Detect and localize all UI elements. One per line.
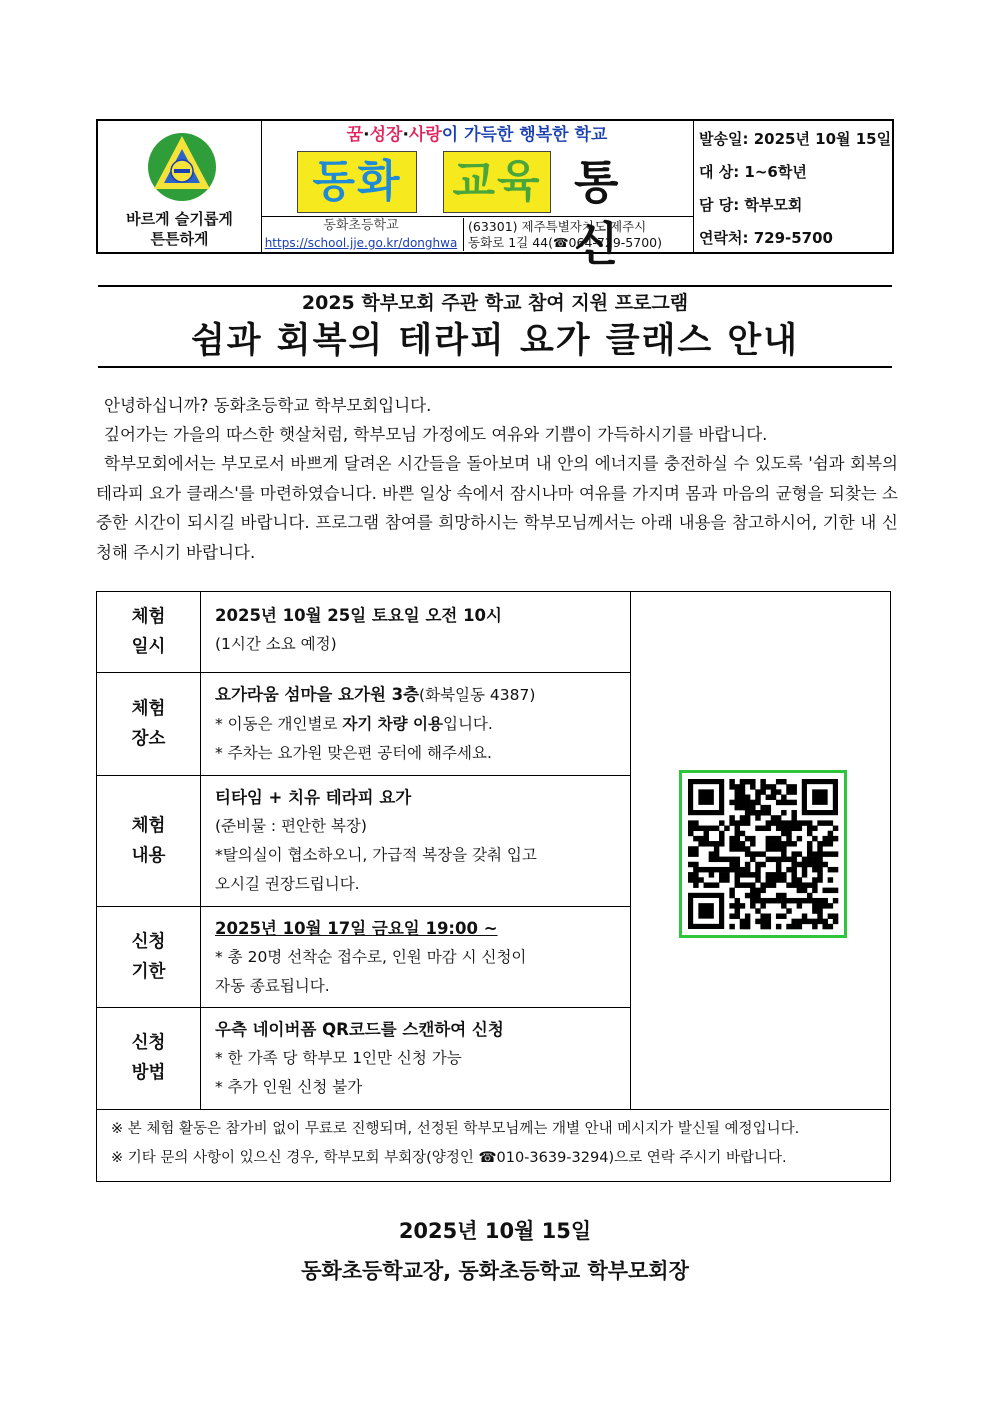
- event-datetime: 2025년 10월 25일 토요일 오전 10시: [215, 606, 502, 625]
- document-title: 쉼과 회복의 테라피 요가 클래스 안내: [190, 321, 800, 361]
- school-website-link[interactable]: https://school.jje.go.kr/donghwa: [264, 236, 458, 250]
- label-text: 체험: [131, 698, 166, 719]
- issue-meta-panel: [695, 121, 892, 252]
- intro-greeting: 안녕하십니까? 동화초등학교 학부모회입니다.: [104, 396, 432, 415]
- school-name: 동화초등학교: [323, 218, 399, 233]
- application-method: 우측 네이버폼 QR코드를 스캔하여 신청: [215, 1020, 504, 1039]
- label-text: 일시: [131, 637, 166, 657]
- title-word-donghwa: 동화: [297, 151, 417, 213]
- note-text: 입니다.: [442, 715, 493, 733]
- method-note-line1: * 한 가족 당 학부모 1인만 신청 가능: [215, 1049, 462, 1067]
- inquiry-contact-note: ※ 기타 문의 사항이 있으신 경우, 학부모회 부회장(양정인 ☎010-3639-3294)으로 연락 주시기 바랍니다.: [111, 1150, 787, 1166]
- footer-signature: 동화초등학교장, 동화초등학교 학부모회장: [301, 1259, 689, 1283]
- label-text: 장소: [131, 728, 166, 749]
- row-content-date: [215, 601, 625, 659]
- capacity-note-line1: * 총 20명 선착순 접수로, 인원 마감 시 신청이: [215, 948, 527, 966]
- newsletter-header: [96, 119, 894, 271]
- row-content-method: [215, 1015, 625, 1102]
- title-word-education: 교육: [443, 151, 551, 213]
- label-text: 신청: [131, 1033, 166, 1053]
- label-text: 신청: [131, 931, 166, 952]
- address-line1: (63301) 제주특별자치도 제주시: [468, 219, 647, 234]
- capacity-note-line2: 자동 종료됩니다.: [215, 977, 330, 995]
- contact-number: 연락처: 729-5700: [699, 229, 833, 247]
- person-in-charge: 담 당: 학부모회: [699, 196, 803, 214]
- slogan-dream: 꿈: [346, 125, 364, 145]
- parking-note: * 주차는 요가원 맞은편 공터에 해주세요.: [215, 744, 492, 762]
- note-text: * 이동은 개인별로: [215, 715, 343, 733]
- naver-form-qr-code[interactable]: [679, 770, 847, 938]
- newsletter-title-panel: [261, 121, 694, 271]
- row-content-deadline: [215, 914, 625, 1001]
- school-logo-panel: [98, 121, 262, 252]
- slogan-love: 사랑: [408, 125, 442, 145]
- row-label-deadline: [97, 906, 201, 1007]
- slogan-rest: 이 가득한 행복한 학교: [441, 125, 608, 145]
- notes-divider: [97, 1109, 889, 1110]
- event-venue: [215, 680, 625, 710]
- intro-body: 학부모회에서는 부모로서 바쁘게 달려온 시간들을 돌아보며 내 안의 에너지를 충전하실 수 있도록 '쉼과 회복의 테라피 요가 클래스'를 마련하였습니다. 바쁜 일상 속에서 잠시나마 여유를 가지며 몸과 마음의 균형을 되찾는 소중한 시간이 되시길 바랍니다. 프로그램 참여를 희망하시는 학부모님께서는 아래 내용을 참고하시어, 기한 내 신청해 주시기 바랍니다.: [96, 454, 898, 562]
- column-divider: [630, 592, 631, 1109]
- program-name: 티타임 + 치유 테라피 요가: [215, 788, 412, 807]
- label-text: 체험: [131, 607, 166, 627]
- school-address-box: [463, 218, 692, 251]
- row-content-program: [215, 783, 625, 899]
- title-bottom-rule: [98, 366, 892, 368]
- label-text: 기한: [131, 961, 166, 982]
- qr-code-icon: [682, 773, 844, 935]
- row-content-place: [215, 680, 625, 768]
- school-emblem-icon: [146, 131, 218, 203]
- school-motto-line1: 바르게 슬기롭게: [126, 210, 233, 228]
- issue-date: 발송일: 2025년 10월 15일: [699, 130, 892, 148]
- slogan-dot: ·: [402, 125, 409, 145]
- dress-note-line1: *탈의실이 협소하오니, 가급적 복장을 갖춰 입고: [215, 846, 537, 864]
- document-subtitle: 2025 학부모회 주관 학교 참여 지원 프로그램: [301, 292, 689, 314]
- school-slogan: [261, 124, 693, 146]
- application-deadline: 2025년 10월 17일 금요일 19:00 ~: [215, 919, 498, 938]
- address-line2: 동화로 1길 44(☎064-729-5700): [468, 235, 662, 250]
- title-top-rule: [98, 285, 892, 287]
- free-participation-note: ※ 본 체험 활동은 참가비 없이 무료로 진행되며, 선정된 학부모님께는 개별 안내 메시지가 발신될 예정입니다.: [111, 1121, 800, 1137]
- note-emphasis: 자기 차량 이용: [342, 715, 443, 733]
- label-text: 방법: [131, 1063, 166, 1083]
- dress-note-line2: 오시길 권장드립니다.: [215, 875, 360, 893]
- program-info-table: [96, 591, 891, 1182]
- transport-note: [215, 710, 625, 739]
- label-text: 내용: [131, 845, 166, 866]
- row-label-date: [97, 592, 201, 672]
- event-duration: (1시간 소요 예정): [215, 635, 337, 653]
- target-grades: 대 상: 1~6학년: [699, 163, 807, 181]
- row-label-method: [97, 1007, 201, 1109]
- row-label-place: [97, 672, 201, 775]
- venue-name: 요가라움 섬마을 요가원 3층: [215, 685, 420, 704]
- footer-date: 2025년 10월 15일: [398, 1219, 592, 1243]
- slogan-growth: 성장: [369, 125, 403, 145]
- label-text: 체험: [131, 815, 166, 836]
- preparation-items: (준비물 : 편안한 복장): [215, 817, 367, 835]
- method-note-line2: * 추가 인원 신청 불가: [215, 1078, 363, 1096]
- venue-address: (화북일동 4387): [419, 686, 536, 704]
- slogan-dot: ·: [363, 125, 370, 145]
- intro-season: 깊어가는 가을의 따스한 햇살처럼, 학부모님 가정에도 여유와 기쁨이 가득하시기를 바랍니다.: [104, 425, 768, 444]
- row-label-content: [97, 775, 201, 906]
- school-motto-line2: 튼튼하게: [150, 230, 209, 248]
- divider: [261, 216, 693, 217]
- title-word-news: 통신: [574, 155, 623, 271]
